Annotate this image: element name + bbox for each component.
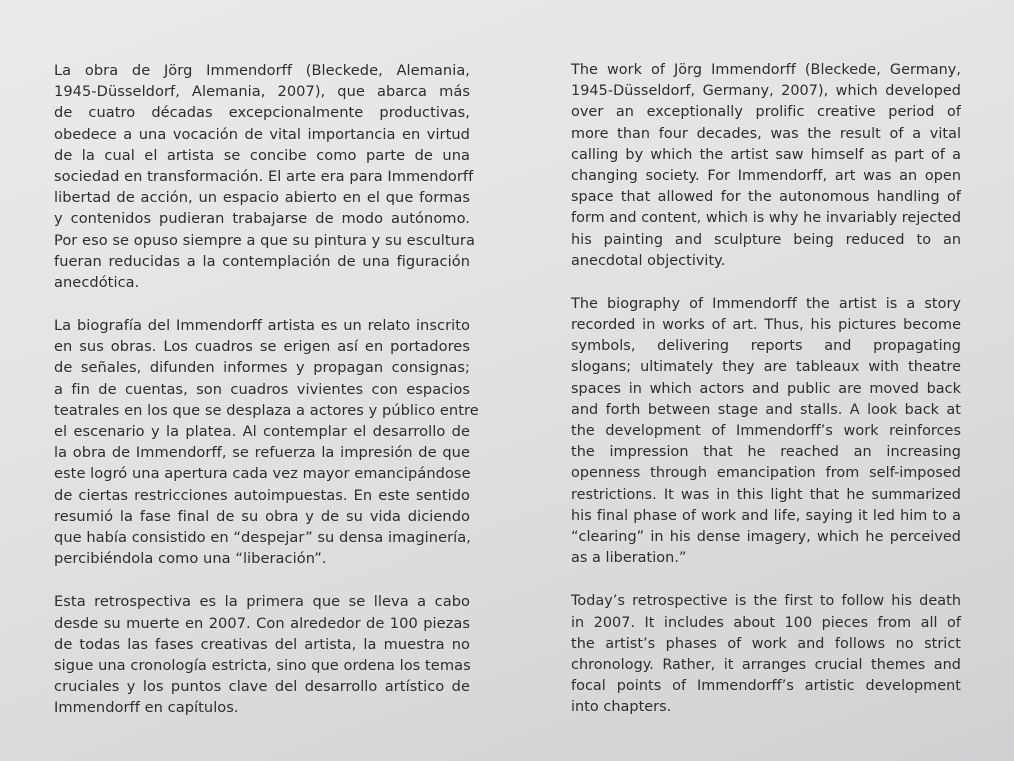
text-line: en sus obras. Los cuadros se erigen así en portadores (54, 338, 470, 356)
spanish-text-column (54, 60, 479, 740)
text-line: el escenario y la platea. Al contemplar el desarrollo de (54, 423, 470, 440)
text-line: the development of Immendorff’s work reinforces (571, 423, 961, 439)
text-line: La biografía del Immendorff artista es un relato inscrito (54, 317, 470, 335)
text-line: 1945-Düsseldorf, Germany, 2007), which developed (571, 83, 961, 100)
text-line: “clearing” in his dense imagery, which he perceived (571, 528, 961, 545)
text-line: into chapters. (571, 699, 672, 716)
text-line: desde su muerte en 2007. Con alrededor de 100 piezas (54, 614, 470, 632)
text-line: de cuatro décadas excepcionalmente productivas, (54, 104, 470, 122)
text-line: in 2007. It includes about 100 pieces from all of (571, 614, 961, 631)
text-line: his final phase of work and life, saying it led him to a (571, 507, 961, 524)
text-line: as a liberation.” (571, 550, 687, 567)
text-line: The biography of Immendorff the artist is a story (571, 295, 961, 312)
text-line: the artist’s phases of work and follows no strict (571, 635, 961, 652)
text-line: slogans; ultimately they are tableaux with theatre (571, 359, 961, 376)
text-line: changing society. For Immendorff, art was an open (571, 167, 961, 184)
text-line: anecdótica. (54, 273, 140, 291)
text-line: resumió la fase final de su obra y de su vida diciendo (54, 507, 470, 525)
text-line: a fin de cuentas, son cuadros vivientes con espacios (54, 380, 470, 398)
text-line: Por eso se opuso siempre a que su pintura y su escultura (54, 231, 475, 249)
text-line: Immendorff en capítulos. (54, 699, 239, 717)
text-line: space that allowed for the autonomous handling of (571, 189, 961, 206)
text-line: focal points of Immendorff’s artistic development (571, 678, 961, 695)
text-line: the impression that he reached an increasing (571, 444, 961, 461)
english-text-column (571, 60, 961, 740)
paragraph-en-1 (571, 60, 961, 272)
text-line: cruciales y los puntos clave del desarrollo artístico de (54, 678, 470, 696)
text-line: chronology. Rather, it arranges crucial themes and (571, 656, 961, 673)
text-line: Esta retrospectiva es la primera que se lleva a cabo (54, 593, 470, 611)
text-line: Today’s retrospective is the first to follow his death (571, 593, 961, 610)
text-line: y contenidos pudieran trabajarse de modo autónomo. (54, 210, 470, 228)
text-line: symbols, delivering reports and propagating (571, 338, 961, 355)
text-line: la obra de Immendorff, se refuerza la impresión de que (54, 444, 470, 462)
text-line: anecdotal objectivity. (571, 252, 726, 269)
text-line: fueran reducidas a la contemplación de una figuración (54, 252, 470, 270)
text-line: spaces in which actors and public are moved back (571, 380, 961, 397)
text-line: form and content, which is why he invariably rejected (571, 210, 962, 227)
text-line: que había consistido en “despejar” su densa imaginería, (54, 528, 471, 546)
text-line: sigue una cronología estricta, sino que ordena los temas (54, 656, 471, 674)
text-line: este logró una apertura cada vez mayor emancipándose (54, 465, 471, 483)
text-line: La obra de Jörg Immendorff (Bleckede, Alemania, (54, 62, 470, 79)
text-line: and forth between stage and stalls. A look back at (571, 401, 961, 418)
paragraph-en-3 (571, 591, 961, 718)
text-line: libertad de acción, un espacio abierto en el que formas (54, 189, 470, 207)
text-line: obedece a una vocación de vital importancia en virtud (54, 125, 470, 143)
text-line: openness through emancipation from self-imposed (571, 465, 961, 482)
text-line: his painting and sculpture being reduced to an (571, 231, 961, 248)
text-line: 1945-Düsseldorf, Alemania, 2007), que abarca más (54, 83, 470, 101)
text-line: calling by which the artist saw himself as part of a (571, 146, 961, 163)
text-line: percibiéndola como una “liberación”. (54, 550, 327, 568)
text-line: The work of Jörg Immendorff (Bleckede, Germany, (571, 62, 961, 78)
paragraph-es-3 (54, 591, 470, 718)
text-line: over an exceptionally prolific creative period of (571, 104, 961, 121)
paragraph-es-2 (54, 315, 479, 569)
text-line: recorded in works of art. Thus, his pictures become (571, 317, 961, 334)
text-line: de la cual el artista se concibe como parte de una (54, 146, 470, 164)
text-line: sociedad en transformación. El arte era para Immendorff (54, 167, 474, 185)
text-line: restrictions. It was in this light that he summarized (571, 486, 961, 503)
text-line: de todas las fases creativas del artista, la muestra no (54, 635, 470, 653)
text-line: de ciertas restricciones autoimpuestas. En este sentido (54, 486, 470, 504)
text-line: more than four decades, was the result of a vital (571, 125, 961, 142)
text-line: de señales, difunden informes y propagan consignas; (54, 359, 470, 377)
paragraph-en-2 (571, 294, 961, 569)
paragraph-es-1 (54, 60, 475, 293)
text-line: teatrales en los que se desplaza a actores y público entre (54, 401, 479, 419)
